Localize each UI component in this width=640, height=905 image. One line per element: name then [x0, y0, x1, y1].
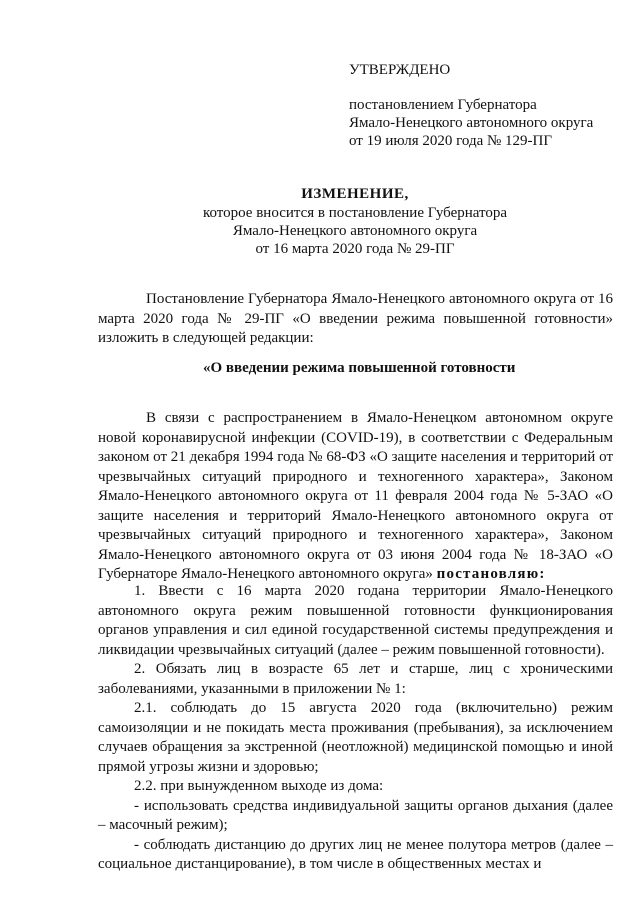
heading-line: от 16 марта 2020 года № 29-ПГ: [255, 240, 455, 257]
approval-line: Ямало-Ненецкого автономного округа: [349, 114, 594, 131]
heading-line: Ямало-Ненецкого автономного округа: [232, 222, 478, 239]
approval-line: постановлением Губернатора: [349, 96, 537, 113]
intro-text: Постановление Губернатора Ямало-Ненецкого автономного округа от 16 марта 2020 года № 29-ПГ «О введении режима повышенной готовности» изложить в следующей редакции:: [98, 291, 613, 346]
heading-title: ИЗМЕНЕНИЕ,: [301, 186, 409, 202]
preamble-bold: постановляю:: [436, 566, 546, 582]
document-heading: [0, 186, 640, 258]
preamble-text: В связи с распространением в Ямало-Ненецком автономном округе новой коронавирусной инфекции (COVID-19), в соответствии с Федеральным законом от 21 декабря 1994 года № 68-ФЗ «О защите населения и территорий от чрезвычайных ситуаций природного и техногенного характера», Законом Ямало-Ненецкого автономного округа от 11 февраля 2004 года № 5-ЗАО «О защите населения и территорий Ямало-Ненецкого автономного округа от чрезвычайных ситуаций природного и техногенного характера», Законом Ямало-Ненецкого автономного округа от 03 июня 2004 года № 18-ЗАО «О Губернаторе Ямало-Ненецкого автономного округа»: [98, 410, 613, 582]
list-item: 2.2. при вынужденном выходе из дома:: [134, 778, 384, 794]
list-item: 2. Обязать лиц в возрасте 65 лет и старше, лиц с хроническими заболеваниями, указанными в приложении № 1:: [98, 661, 613, 697]
list-item: - использовать средства индивидуальной защиты органов дыхания (далее – масочный режим);: [98, 797, 613, 833]
approval-block: [349, 62, 593, 150]
list-item: - соблюдать дистанцию до других лиц не менее полутора метров (далее – социальное дистанцирование), в том числе в общественных местах и: [98, 836, 613, 872]
heading-line: которое вносится в постановление Губернатора: [202, 204, 508, 221]
approval-title: УТВЕРЖДЕНО: [349, 62, 451, 78]
decree-title: «О введении режима повышенной готовности: [203, 360, 516, 376]
preamble-text-block: [98, 409, 613, 585]
approval-line: от 19 июля 2020 года № 129-ПГ: [349, 132, 553, 149]
preamble-paragraph: [98, 409, 613, 585]
list-item: 2.1. соблюдать до 15 августа 2020 года (включительно) режим самоизоляции и не покидать места проживания (пребывания), за исключением случаев обращения за экстренной (неотложной) медицинской помощью и иной прямой угрозы жизни и здоровью;: [98, 700, 613, 775]
list-item: 1. Ввести с 16 марта 2020 годана территории Ямало-Ненецкого автономного округа режим повышенной готовности функционирования органов управления и сил единой государственной системы предупреждения и ликвидации чрезвычайных ситуаций (далее – режим повышенной готовности).: [98, 583, 613, 658]
intro-paragraph: [98, 290, 613, 349]
decree-items: [98, 582, 613, 875]
